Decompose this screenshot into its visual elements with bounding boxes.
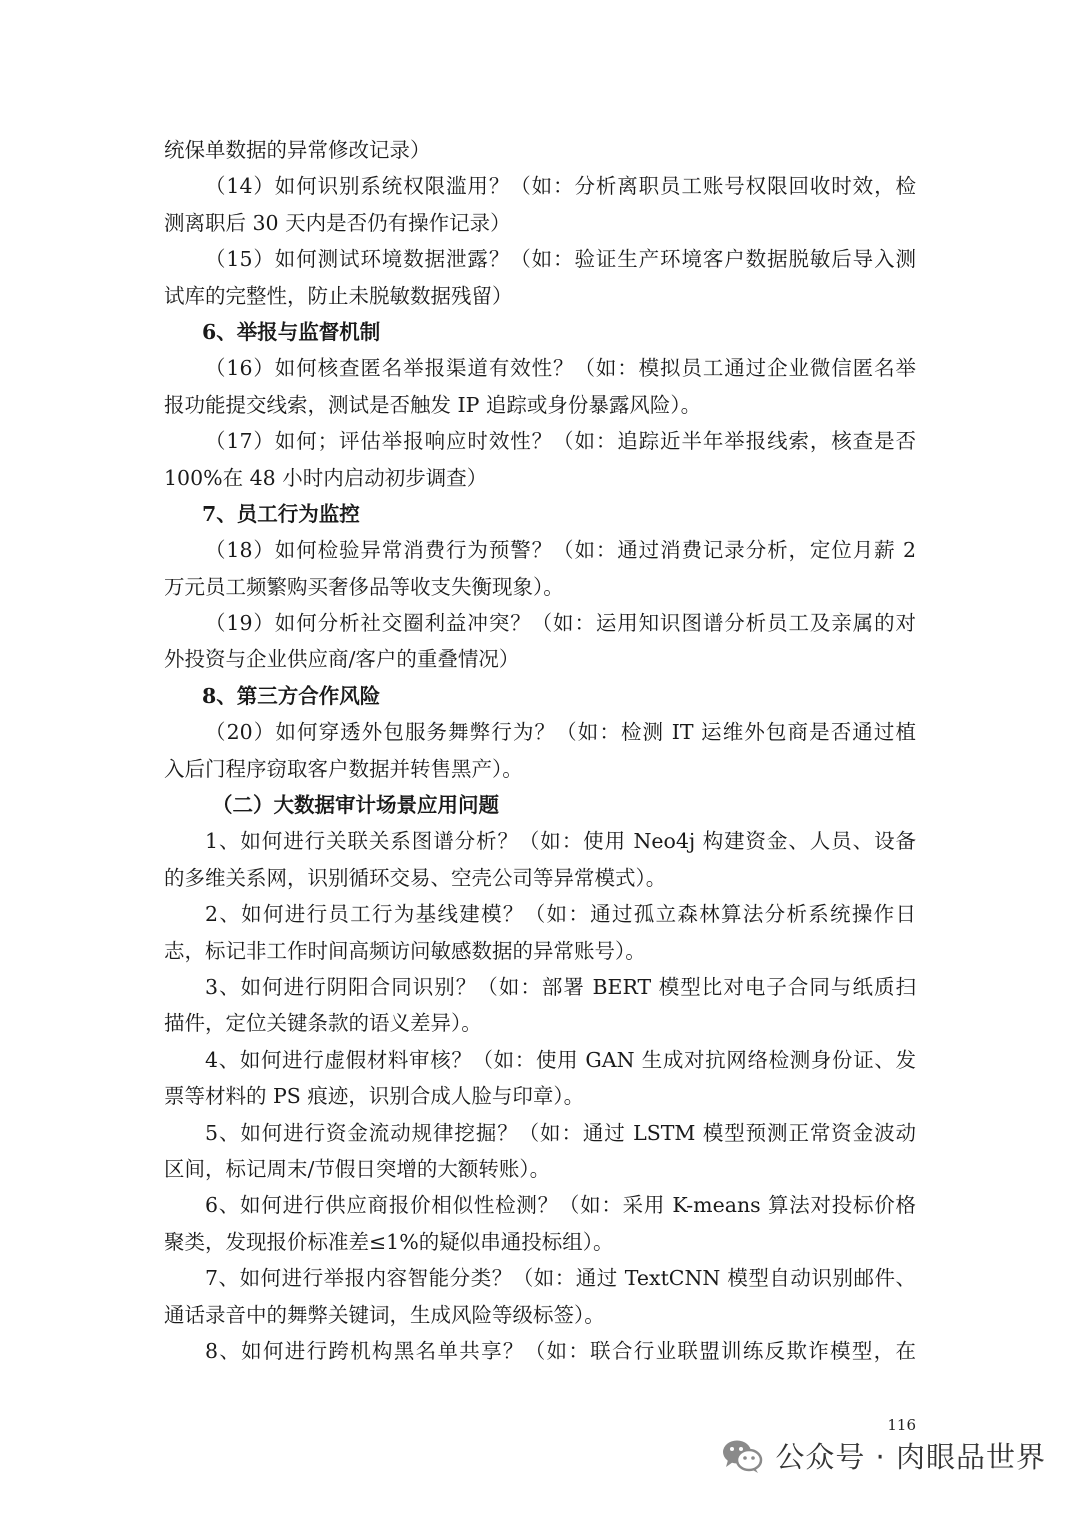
document-body <box>164 132 916 1369</box>
text-line: 描件，定位关键条款的语义差异）。 <box>164 1011 482 1036</box>
text-line: 外投资与企业供应商/客户的重叠情况） <box>164 647 520 672</box>
text-line: 6、如何进行供应商报价相似性检测？（如：采用 K-means 算法对投标价格 <box>205 1193 916 1218</box>
section-heading: 7、员工行为监控 <box>202 501 360 526</box>
page-number: 116 <box>887 1416 916 1434</box>
text-line: （17）如何；评估举报响应时效性？（如：追踪近半年举报线索，核查是否 <box>205 429 916 454</box>
text-line: 报功能提交线索，测试是否触发 IP 追踪或身份暴露风险）。 <box>164 392 702 417</box>
text-line: 100%在 48 小时内启动初步调查） <box>164 465 488 490</box>
text-line: 1、如何进行关联关系图谱分析？（如：使用 Neo4j 构建资金、人员、设备 <box>205 829 916 854</box>
text-line: 万元员工频繁购买奢侈品等收支失衡现象）。 <box>164 574 564 599</box>
text-line: 7、如何进行举报内容智能分类？（如：通过 TextCNN 模型自动识别邮件、 <box>205 1266 916 1291</box>
section-heading: 6、举报与监督机制 <box>202 319 381 344</box>
text-line: 统保单数据的异常修改记录） <box>164 138 431 162</box>
watermark-text: 公众号 · 肉眼品世界 <box>775 1440 1046 1474</box>
text-line: （16）如何核查匿名举报渠道有效性？（如：模拟员工通过企业微信匿名举 <box>205 356 916 381</box>
text-line: 票等材料的 PS 痕迹，识别合成人脸与印章）。 <box>164 1084 585 1109</box>
text-line: 入后门程序窃取客户数据并转售黑产）。 <box>164 756 523 781</box>
text-line: 的多维关系网，识别循环交易、空壳公司等异常模式）。 <box>164 865 667 890</box>
text-line: 2、如何进行员工行为基线建模？（如：通过孤立森林算法分析系统操作日 <box>205 902 916 927</box>
text-line: 试库的完整性，防止未脱敏数据残留） <box>164 283 513 308</box>
text-line: 8、如何进行跨机构黑名单共享？（如：联合行业联盟训练反欺诈模型，在 <box>205 1338 916 1363</box>
text-line: （20）如何穿透外包服务舞弊行为？（如：检测 IT 运维外包商是否通过植 <box>205 720 916 745</box>
text-line: （15）如何测试环境数据泄露？（如：验证生产环境客户数据脱敏后导入测 <box>205 247 916 272</box>
text-line: 4、如何进行虚假材料审核？（如：使用 GAN 生成对抗网络检测身份证、发 <box>205 1047 916 1072</box>
text-line: 3、如何进行阴阳合同识别？（如：部署 BERT 模型比对电子合同与纸质扫 <box>205 974 916 999</box>
text-line: 测离职后 30 天内是否仍有操作记录） <box>164 210 511 235</box>
text-line: 5、如何进行资金流动规律挖掘？（如：通过 LSTM 模型预测正常资金波动 <box>205 1120 916 1145</box>
text-line: 通话录音中的舞弊关键词，生成风险等级标签）。 <box>164 1302 605 1327</box>
text-line: 志，标记非工作时间高频访问敏感数据的异常账号）。 <box>164 938 646 963</box>
section-heading: （二）大数据审计场景应用问题 <box>212 793 499 818</box>
text-line: 区间，标记周末/节假日突增的大额转账）。 <box>164 1156 551 1181</box>
text-line: （14）如何识别系统权限滥用？（如：分析离职员工账号权限回收时效，检 <box>205 174 916 199</box>
watermark <box>721 1435 1046 1476</box>
wechat-icon <box>721 1438 763 1474</box>
text-line: （19）如何分析社交圈利益冲突？（如：运用知识图谱分析员工及亲属的对 <box>205 611 916 636</box>
text-line: （18）如何检验异常消费行为预警？（如：通过消费记录分析，定位月薪 2 <box>205 538 916 563</box>
text-line: 聚类，发现报价标准差≤1%的疑似串通投标组）。 <box>164 1229 614 1254</box>
section-heading: 8、第三方合作风险 <box>202 683 381 708</box>
